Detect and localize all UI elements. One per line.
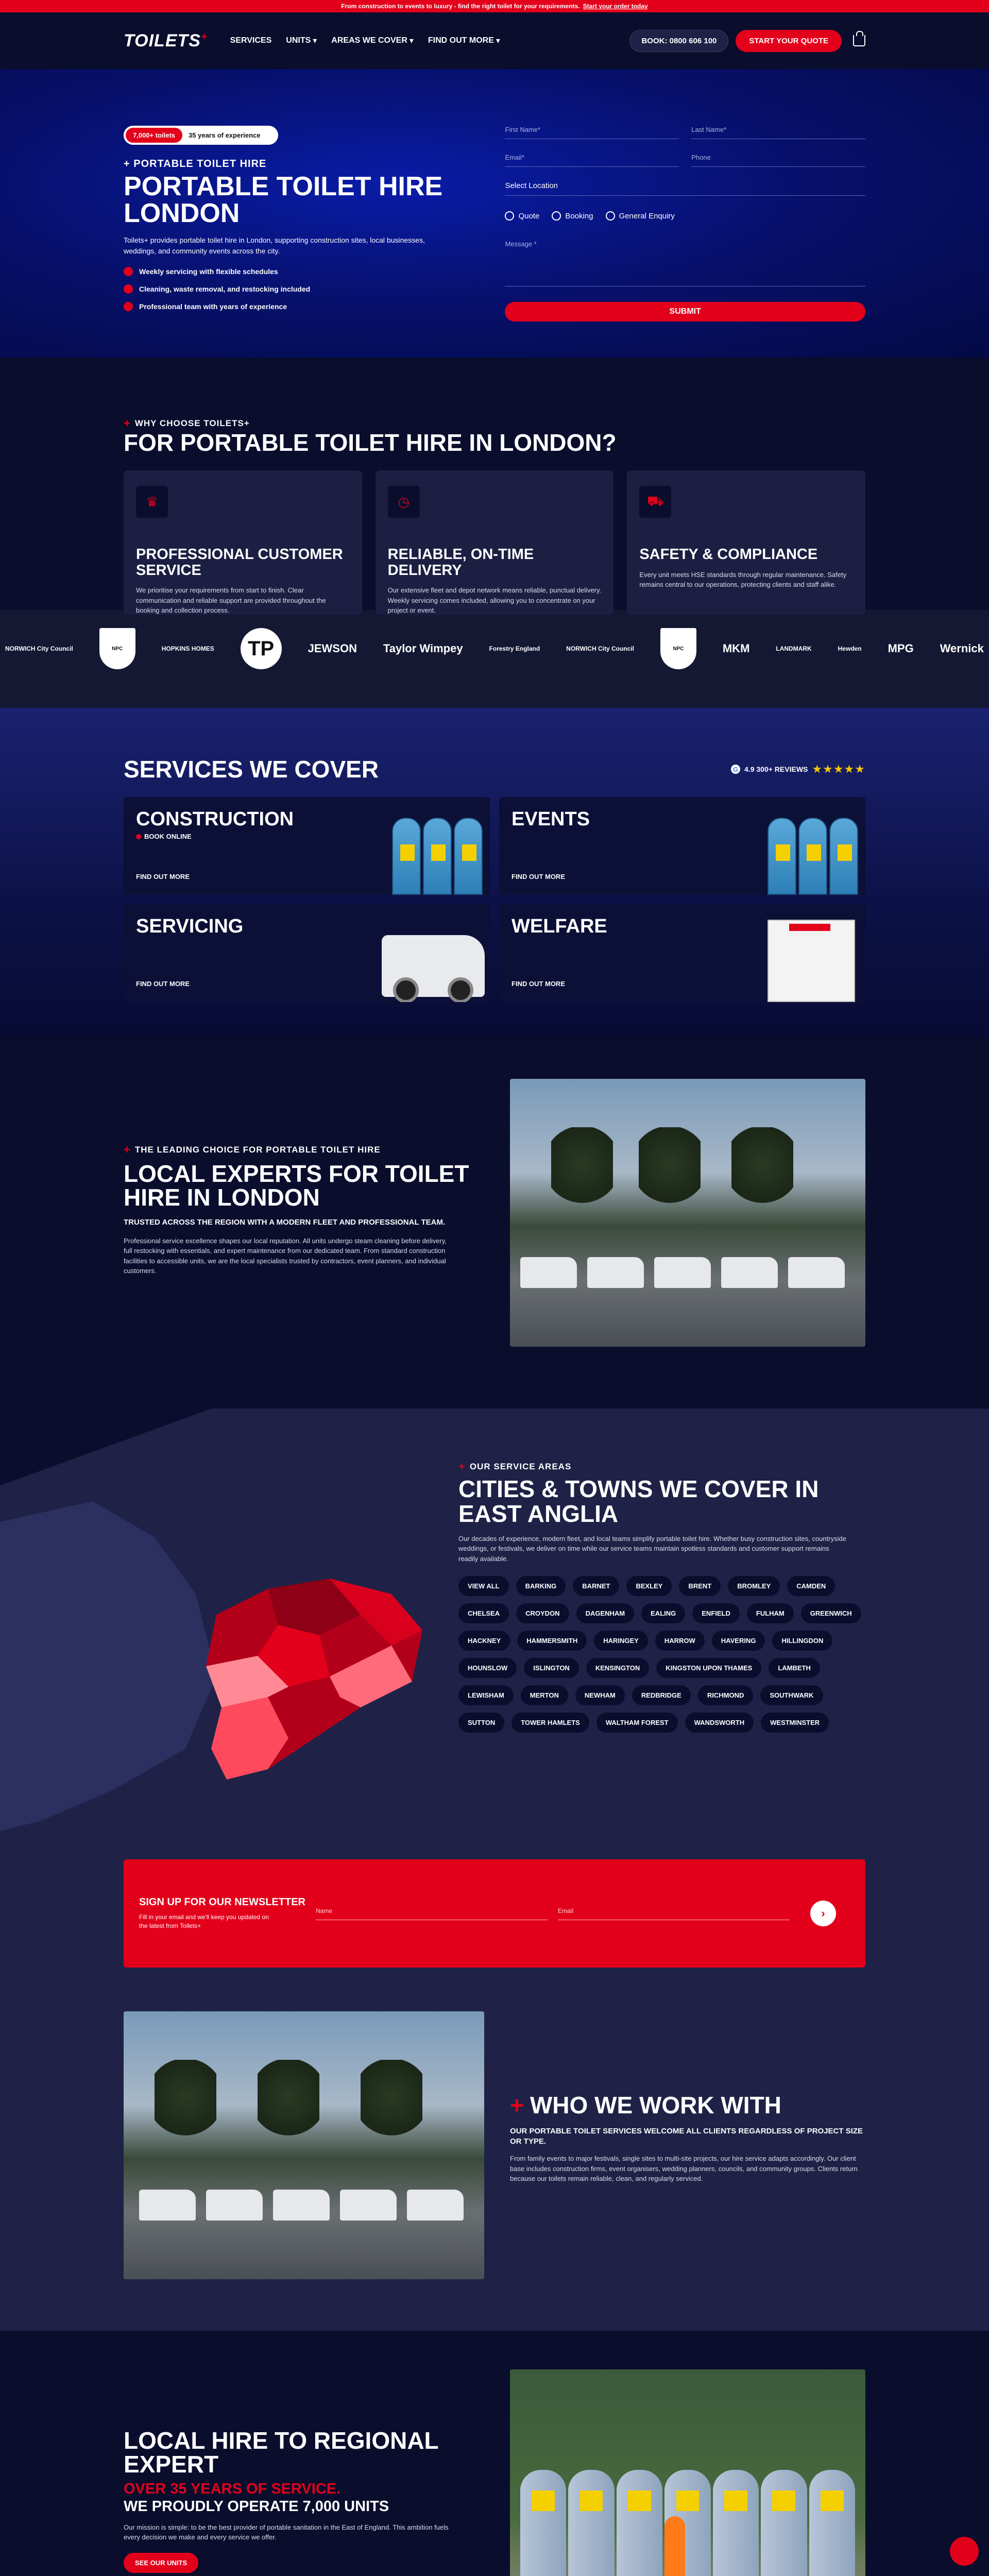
welfare-cabin-image <box>747 904 865 1002</box>
client-logos <box>0 610 989 708</box>
why-card-text: Our extensive fleet and depot network means reliable, punctual delivery. Weekly servicing comes included, allowing you to concentrate on your project or event. <box>387 586 602 615</box>
area-chip[interactable]: CHELSEA <box>458 1603 509 1623</box>
experts-text: Professional service excellence shapes our local reputation. All units undergo steam cleaning before delivery, full restocking with essentials, and expert maintenance from our dedicated team. From standard construction facilities to accessible units, we are the local specialists trusted by contractors, event planners, and individual customers. <box>124 1236 447 1275</box>
regional-red-line: OVER 35 YEARS OF SERVICE. <box>124 2481 341 2497</box>
regional-text: Our mission is simple: to be the best provider of portable sanitation in the East of England. This ambition fuels every decision we make and every service we offer. <box>124 2523 449 2541</box>
who-subtitle: OUR PORTABLE TOILET SERVICES WELCOME ALL CLIENTS REGARDLESS OF PROJECT SIZE OR TYPE. <box>510 2127 863 2146</box>
area-chip[interactable]: BRENT <box>679 1576 721 1596</box>
areas-text: Our decades of experience, modern fleet, and local teams simplify portable toilet hire. Whether busy construction sites, countryside weddings, or festivals, we deliver on time while our service teams maintain spotless standards and customer support remains readily available. <box>458 1534 846 1563</box>
client-logo: MKM <box>722 642 750 655</box>
radio-circle-icon <box>505 211 514 221</box>
start-quote-button[interactable]: START YOUR QUOTE <box>736 30 842 52</box>
client-logo: NPC <box>660 628 696 669</box>
client-logo: LANDMARK <box>776 645 812 652</box>
list-item: Cleaning, waste removal, and restocking included <box>124 284 453 294</box>
service-card-servicing[interactable]: SERVICING FIND OUT MORE <box>124 904 490 1002</box>
newsletter-name-field[interactable]: Name <box>316 1907 548 1920</box>
radio-quote[interactable]: Quote <box>505 211 539 221</box>
client-logo: Hewden <box>838 645 862 652</box>
area-chip[interactable]: WANDSWORTH <box>685 1713 754 1733</box>
toilets-image <box>747 797 865 895</box>
why-card-text: Every unit meets HSE standards through regular maintenance. Safety remains central to our operations, protecting clients and staff alike. <box>639 570 847 589</box>
area-chip[interactable]: TOWER HAMLETS <box>511 1713 589 1733</box>
top-banner <box>0 0 989 12</box>
newsletter-signup <box>124 1859 865 1968</box>
service-card-welfare[interactable]: WELFARE FIND OUT MORE <box>499 904 865 1002</box>
area-chip[interactable]: KINGSTON UPON THAMES <box>656 1658 761 1678</box>
main-nav <box>230 36 500 46</box>
area-chip[interactable]: LAMBETH <box>769 1658 820 1678</box>
nav-services[interactable]: SERVICES <box>230 36 272 45</box>
chevron-down-icon: ▾ <box>496 37 500 45</box>
hero-title: PORTABLE TOILET HIRE LONDON <box>124 172 443 228</box>
site-header <box>0 12 989 69</box>
see-our-units-button[interactable]: SEE OUR UNITS <box>124 2553 198 2573</box>
list-item: Professional team with years of experience <box>124 302 453 311</box>
client-logo: NORWICH City Council <box>5 645 73 652</box>
area-chip[interactable]: HOUNSLOW <box>458 1658 517 1678</box>
why-choose-section <box>0 358 989 615</box>
why-card-title: PROFESSIONAL CUSTOMER SERVICE <box>136 546 343 579</box>
list-item: Weekly servicing with flexible schedules <box>124 267 453 276</box>
area-chip[interactable]: NEWHAM <box>575 1685 625 1705</box>
client-logo: Taylor Wimpey <box>383 642 463 655</box>
find-out-more-link[interactable]: FIND OUT MORE <box>511 980 565 988</box>
services-title: SERVICES WE COVER <box>124 756 379 783</box>
area-chip[interactable]: LEWISHAM <box>458 1685 514 1705</box>
hero-description: Toilets+ provides portable toilet hire in London, supporting construction sites, local businesses, weddings, and community events across the city. <box>124 236 425 255</box>
why-card-title: RELIABLE, ON-TIME DELIVERY <box>387 546 534 579</box>
toilets-count-badge: 7,000+ toilets <box>126 128 182 143</box>
client-logo: Wernick <box>940 642 984 655</box>
areas-eyebrow: + OUR SERVICE AREAS <box>458 1460 572 1473</box>
client-logo: HOPKINS HOMES <box>161 645 214 652</box>
hero-badges <box>124 126 278 145</box>
first-name-field[interactable]: First Name* <box>505 126 679 139</box>
site-logo[interactable]: TOILETS+ <box>124 30 208 50</box>
area-chip[interactable]: GREENWICH <box>801 1603 861 1623</box>
check-icon <box>124 267 133 276</box>
experts-title: LOCAL EXPERTS FOR TOILET HIRE IN LONDON <box>124 1160 469 1211</box>
why-card <box>376 470 614 615</box>
clock-icon: ◷ <box>388 486 420 518</box>
hero-section <box>0 69 989 358</box>
nav-find-out-more[interactable]: FIND OUT MORE ▾ <box>428 36 500 45</box>
email-field[interactable]: Email* <box>505 154 679 167</box>
area-chip[interactable]: BROMLEY <box>728 1576 780 1596</box>
area-chip[interactable]: MERTON <box>521 1685 568 1705</box>
area-chip[interactable]: HAMMERSMITH <box>517 1631 587 1651</box>
who-text: From family events to major festivals, single sites to multi-site projects, our hire service adapts accordingly. Our client base includes construction firms, event organisers, wedding planners, councils, and community groups. Clients return because our toilets remain reliable, clean, and regularly serviced. <box>510 2155 858 2182</box>
client-logo: MPG <box>888 642 914 655</box>
toilets-image <box>371 797 490 895</box>
area-chip[interactable]: SOUTHWARK <box>760 1685 823 1705</box>
area-chip[interactable]: RICHMOND <box>698 1685 754 1705</box>
newsletter-title: SIGN UP FOR OUR NEWSLETTER <box>139 1896 305 1908</box>
client-logo: Forestry England <box>489 645 540 652</box>
area-chip[interactable]: CAMDEN <box>787 1576 835 1596</box>
newsletter-text: Fill in your email and we'll keep you updated on the latest from Toilets+ <box>139 1913 269 1929</box>
experience-badge: 35 years of experience <box>189 131 261 139</box>
area-chip[interactable]: VIEW ALL <box>458 1576 509 1596</box>
client-logo: NORWICH City Council <box>566 645 634 652</box>
service-areas-section <box>0 1409 989 2011</box>
radio-circle-icon <box>552 211 561 221</box>
banner-link[interactable]: Start your order today <box>583 3 648 10</box>
why-card <box>627 470 865 615</box>
message-field[interactable]: Message * <box>505 235 865 286</box>
phone-field[interactable]: Phone <box>691 154 865 167</box>
crown-icon: ♛ <box>136 486 168 518</box>
fleet-photo <box>124 2011 484 2279</box>
who-title: + WHO WE WORK WITH <box>510 2092 781 2119</box>
find-out-more-link[interactable]: FIND OUT MORE <box>511 873 565 881</box>
nav-areas[interactable]: AREAS WE COVER ▾ <box>331 36 414 45</box>
location-select[interactable]: Select Location <box>505 181 865 196</box>
area-chip[interactable]: KENSINGTON <box>586 1658 649 1678</box>
client-logo: TP <box>241 628 282 669</box>
area-chip[interactable]: BARNET <box>573 1576 619 1596</box>
area-chip[interactable]: HAVERING <box>712 1631 765 1651</box>
radio-general-enquiry[interactable]: General Enquiry <box>606 211 675 221</box>
radio-circle-icon <box>606 211 615 221</box>
book-online-label[interactable]: BOOK ONLINE <box>136 833 478 840</box>
area-chip[interactable]: ISLINGTON <box>524 1658 579 1678</box>
services-section <box>0 708 989 1038</box>
local-experts-section <box>0 1038 989 1409</box>
area-chip[interactable]: WESTMINSTER <box>761 1713 829 1733</box>
area-chip[interactable]: BARKING <box>516 1576 566 1596</box>
area-chip[interactable]: HARINGEY <box>594 1631 648 1651</box>
basket-icon[interactable] <box>853 35 865 46</box>
chat-icon[interactable] <box>950 2537 979 2566</box>
find-out-more-link[interactable]: FIND OUT MORE <box>136 980 190 988</box>
nav-units[interactable]: UNITS ▾ <box>286 36 317 45</box>
submit-button[interactable]: SUBMIT <box>505 302 865 321</box>
reviews-rating[interactable]: G 4.9 300+ REVIEWS ★★★★★ <box>731 762 865 776</box>
client-logo: NPC <box>99 628 135 669</box>
newsletter-email-field[interactable]: Email <box>558 1907 790 1920</box>
arrow-right-icon[interactable]: › <box>810 1901 836 1926</box>
banner-text: From construction to events to luxury - find the right toilet for your requirements. <box>341 3 580 10</box>
quote-form <box>505 126 865 321</box>
google-icon: G <box>731 765 740 774</box>
book-phone-button[interactable]: BOOK: 0800 606 100 <box>629 30 728 52</box>
area-chip[interactable]: HARROW <box>655 1631 705 1651</box>
fleet-photo <box>510 1079 865 1347</box>
last-name-field[interactable]: Last Name* <box>691 126 865 139</box>
area-chip[interactable]: REDBRIDGE <box>632 1685 691 1705</box>
service-card-construction[interactable]: CONSTRUCTION BOOK ONLINE FIND OUT MORE <box>124 797 490 895</box>
area-chip[interactable]: EALING <box>641 1603 685 1623</box>
hero-eyebrow: + PORTABLE TOILET HIRE <box>124 158 267 170</box>
area-chip[interactable]: CROYDON <box>516 1603 569 1623</box>
stars-icon: ★★★★★ <box>812 762 865 776</box>
area-chip[interactable]: HACKNEY <box>458 1631 510 1651</box>
toilet-row-photo <box>510 2369 865 2576</box>
find-out-more-link[interactable]: FIND OUT MORE <box>136 873 190 881</box>
experts-subtitle: TRUSTED ACROSS THE REGION WITH A MODERN FLEET AND PROFESSIONAL TEAM. <box>124 1218 446 1227</box>
chevron-down-icon: ▾ <box>313 37 317 45</box>
why-title: FOR PORTABLE TOILET HIRE IN LONDON? <box>124 429 617 456</box>
service-card-events[interactable]: EVENTS FIND OUT MORE <box>499 797 865 895</box>
who-we-work-with-section <box>0 2011 989 2331</box>
regional-title: LOCAL HIRE TO REGIONAL EXPERT <box>124 2427 438 2478</box>
areas-title: CITIES & TOWNS WE COVER IN EAST ANGLIA <box>458 1476 819 1528</box>
area-chip[interactable]: WALTHAM FOREST <box>596 1713 678 1733</box>
area-chip[interactable]: SUTTON <box>458 1713 504 1733</box>
check-icon <box>124 302 133 311</box>
van-image <box>371 904 490 1002</box>
chevron-down-icon: ▾ <box>409 37 414 45</box>
radio-booking[interactable]: Booking <box>552 211 593 221</box>
why-card-text: We prioritise your requirements from start to finish. Clear communication and reliable support are provided throughout the booking and collection process. <box>136 586 326 615</box>
why-card-title: SAFETY & COMPLIANCE <box>639 546 818 563</box>
area-chip[interactable]: DAGENHAM <box>576 1603 635 1623</box>
client-logo: JEWSON <box>308 642 357 655</box>
area-chip[interactable]: FULHAM <box>747 1603 794 1623</box>
hero-feature-list <box>124 267 453 311</box>
experts-eyebrow: + THE LEADING CHOICE FOR PORTABLE TOILET HIRE <box>124 1143 381 1156</box>
why-card <box>124 470 362 615</box>
area-chip[interactable]: ENFIELD <box>692 1603 740 1623</box>
regional-white-line: WE PROUDLY OPERATE 7,000 UNITS <box>124 2498 389 2515</box>
why-eyebrow: + WHY CHOOSE TOILETS+ <box>124 417 250 430</box>
enquiry-type-radios <box>505 211 865 221</box>
regional-expert-section <box>0 2331 989 2576</box>
area-chips <box>458 1576 865 1733</box>
truck-icon: ⛟ <box>639 486 671 518</box>
check-icon <box>124 284 133 294</box>
area-chip[interactable]: BEXLEY <box>626 1576 672 1596</box>
area-chip[interactable]: HILLINGDON <box>772 1631 832 1651</box>
